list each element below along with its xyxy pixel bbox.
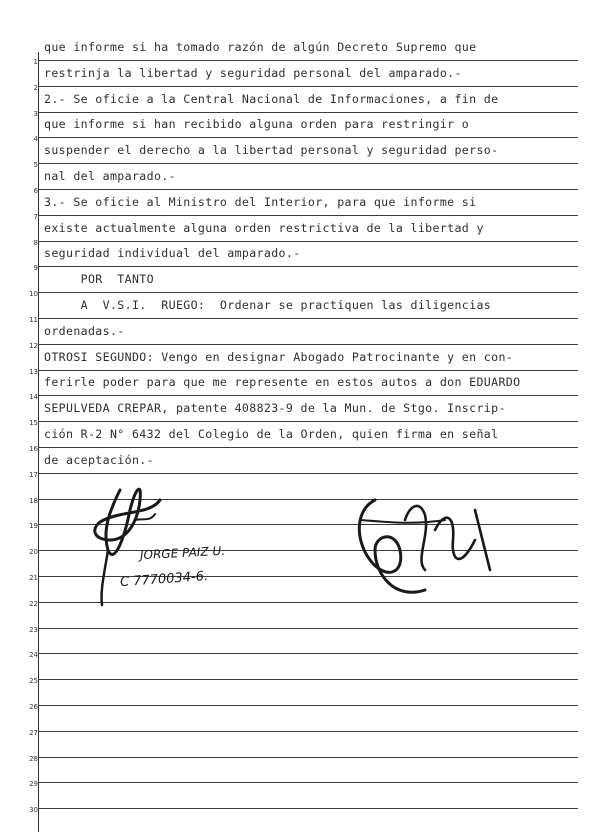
ruled-line — [38, 395, 578, 396]
line-number: 21 — [29, 574, 38, 582]
ruled-line — [38, 370, 578, 371]
ruled-line — [38, 86, 578, 87]
line-number: 6 — [33, 187, 38, 195]
ruled-line — [38, 808, 578, 809]
line-number: 8 — [33, 238, 38, 247]
line-number: 23 — [29, 625, 38, 634]
line-number: 2 — [33, 83, 38, 92]
line-number: 17 — [29, 470, 38, 479]
text-line: 3.- Se oficie al Ministro del Interior, para que informe si — [44, 194, 477, 209]
handwritten-name: JORGE PAIZ U. — [139, 543, 226, 563]
text-line: suspender el derecho a la libertad personal y seguridad perso- — [44, 143, 499, 158]
text-line: existe actualmente alguna orden restrictiva de la libertad y — [44, 220, 484, 235]
ruled-line — [38, 705, 578, 706]
left-margin-line — [38, 52, 39, 832]
text-line: ordenadas.- — [44, 323, 125, 338]
ruled-line — [38, 292, 578, 293]
line-number: 5 — [33, 161, 38, 170]
text-line: POR TANTO — [44, 272, 154, 287]
ruled-line — [38, 344, 578, 345]
line-number: 16 — [29, 445, 38, 453]
line-number: 1 — [33, 58, 38, 66]
ruled-line — [38, 266, 578, 267]
line-number: 30 — [29, 806, 38, 815]
ruled-line — [38, 137, 578, 138]
text-line: de aceptación.- — [44, 452, 154, 467]
text-line: ción R-2 N° 6432 del Colegio de la Orden, quien firma en señal — [44, 427, 499, 441]
ruled-line — [38, 421, 578, 422]
line-number: 9 — [33, 264, 38, 273]
text-line: que informe si ha tomado razón de algún Decreto Supremo que — [44, 40, 477, 54]
ruled-line — [38, 241, 578, 242]
line-number: 20 — [29, 548, 38, 557]
line-number: 25 — [29, 677, 38, 686]
line-number: 26 — [29, 703, 38, 711]
text-line: que informe si han recibido alguna orden para restringir o — [44, 117, 470, 132]
ruled-line — [38, 163, 578, 164]
text-line: OTROSI SEGUNDO: Vengo en designar Abogado Patrocinante y en con- — [44, 349, 514, 364]
text-line: ferirle poder para que me represente en estos autos a don EDUARDO — [44, 375, 521, 390]
handwritten-id: C 7770034-6. — [119, 568, 209, 591]
text-line: A V.S.I. RUEGO: Ordenar se practiquen las diligencias — [44, 298, 492, 312]
line-number: 7 — [33, 212, 38, 221]
line-number: 4 — [33, 135, 38, 144]
line-number: 3 — [33, 109, 38, 118]
line-number: 29 — [29, 780, 38, 789]
line-number: 24 — [29, 651, 38, 660]
line-number: 18 — [29, 496, 38, 505]
line-number: 28 — [29, 754, 38, 763]
ruled-line — [38, 628, 578, 629]
line-number: 10 — [29, 290, 38, 299]
ruled-line — [38, 189, 578, 190]
ruled-line — [38, 447, 578, 448]
ruled-line — [38, 60, 578, 61]
text-line: nal del amparado.- — [44, 169, 176, 183]
ruled-line — [38, 215, 578, 216]
text-line: restrinja la libertad y seguridad personal del amparado.- — [44, 65, 462, 80]
text-line: SEPULVEDA CREPAR, patente 408823-9 de la Mun. de Stgo. Inscrip- — [44, 401, 506, 416]
ruled-line — [38, 318, 578, 319]
line-number: 14 — [29, 393, 38, 402]
line-number: 11 — [29, 316, 38, 324]
ruled-line — [38, 757, 578, 758]
ruled-line — [38, 731, 578, 732]
ruled-line — [38, 782, 578, 783]
line-number: 27 — [29, 728, 38, 737]
ruled-line — [38, 653, 578, 654]
ruled-line — [38, 679, 578, 680]
line-number: 19 — [29, 522, 38, 531]
line-number: 13 — [29, 367, 38, 376]
line-number: 15 — [29, 419, 38, 428]
line-number: 12 — [29, 341, 38, 350]
ruled-line — [38, 112, 578, 113]
line-number: 22 — [29, 599, 38, 608]
signature-right — [345, 480, 505, 610]
text-line: 2.- Se oficie a la Central Nacional de Informaciones, a fin de — [44, 91, 499, 106]
text-line: seguridad individual del amparado.- — [44, 246, 301, 261]
